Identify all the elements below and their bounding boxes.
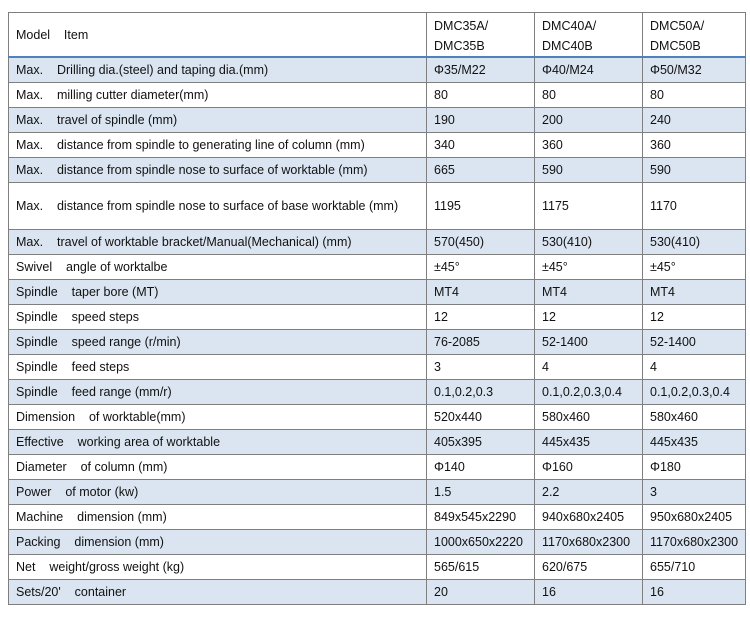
value-cell: 4 [643,355,746,380]
item-label-cell: Sets/20' container [9,580,427,605]
value-cell: 360 [535,133,643,158]
value-cell: Φ50/M32 [643,57,746,83]
value-cell: 1170x680x2300 [643,530,746,555]
table-row [9,455,746,480]
item-label-cell: Spindle speed steps [9,305,427,330]
header-row [9,13,746,58]
value-cell: 190 [427,108,535,133]
value-cell: 52-1400 [643,330,746,355]
value-cell: 665 [427,158,535,183]
value-cell: 849x545x2290 [427,505,535,530]
table-row [9,430,746,455]
value-cell: 530(410) [535,230,643,255]
model-name-line2: DMC50B [650,38,701,53]
value-cell: 52-1400 [535,330,643,355]
value-cell: 0.1,0.2,0.3,0.4 [535,380,643,405]
item-label-cell: Max. Drilling dia.(steel) and taping dia.(mm) [9,57,427,83]
value-cell: 445x435 [535,430,643,455]
value-cell: 405x395 [427,430,535,455]
value-cell: 0.1,0.2,0.3,0.4 [643,380,746,405]
model-name-line2: DMC35B [434,38,485,53]
item-label-cell: Max. distance from spindle nose to surface of base worktable (mm) [9,183,427,230]
table-row [9,480,746,505]
value-cell: 0.1,0.2,0.3 [427,380,535,405]
value-cell: 1000x650x2220 [427,530,535,555]
value-cell: 530(410) [643,230,746,255]
item-label-cell: Max. distance from spindle to generating line of column (mm) [9,133,427,158]
item-label-cell: Diameter of column (mm) [9,455,427,480]
item-label-cell: Machine dimension (mm) [9,505,427,530]
table-row [9,380,746,405]
item-label-cell: Spindle feed steps [9,355,427,380]
table-row [9,108,746,133]
header-model-cell [535,13,643,58]
item-label-cell: Effective working area of worktable [9,430,427,455]
value-cell: MT4 [427,280,535,305]
table-row [9,405,746,430]
value-cell: 360 [643,133,746,158]
value-cell: 445x435 [643,430,746,455]
value-cell: 570(450) [427,230,535,255]
value-cell: 580x460 [643,405,746,430]
value-cell: 950x680x2405 [643,505,746,530]
value-cell: 580x460 [535,405,643,430]
item-label-cell: Packing dimension (mm) [9,530,427,555]
value-cell: 590 [535,158,643,183]
spec-table [8,12,746,605]
value-cell: 4 [535,355,643,380]
value-cell: ±45° [535,255,643,280]
model-name-line1: DMC40A/ [542,18,597,33]
table-row [9,355,746,380]
table-row [9,330,746,355]
value-cell: 655/710 [643,555,746,580]
value-cell: Φ140 [427,455,535,480]
value-cell: MT4 [643,280,746,305]
value-cell: 80 [643,83,746,108]
value-cell: ±45° [427,255,535,280]
value-cell: 200 [535,108,643,133]
value-cell: 940x680x2405 [535,505,643,530]
item-label-cell: Swivel angle of worktalbe [9,255,427,280]
value-cell: Φ40/M24 [535,57,643,83]
value-cell: 12 [427,305,535,330]
item-label-cell: Spindle taper bore (MT) [9,280,427,305]
value-cell: 1195 [427,183,535,230]
item-label-cell: Spindle speed range (r/min) [9,330,427,355]
item-label-cell: Net weight/gross weight (kg) [9,555,427,580]
value-cell: 520x440 [427,405,535,430]
value-cell: ±45° [643,255,746,280]
table-row [9,230,746,255]
table-row [9,530,746,555]
value-cell: 16 [535,580,643,605]
spec-table-body [9,13,746,605]
value-cell: 12 [643,305,746,330]
table-row [9,57,746,83]
model-name-line1: DMC50A/ [650,18,705,33]
item-label-cell: Max. travel of worktable bracket/Manual(Mechanical) (mm) [9,230,427,255]
table-row [9,555,746,580]
model-name-line2: DMC40B [542,38,593,53]
table-row [9,133,746,158]
value-cell: 76-2085 [427,330,535,355]
item-label-cell: Power of motor (kw) [9,480,427,505]
value-cell: 20 [427,580,535,605]
value-cell: MT4 [535,280,643,305]
value-cell: 1170 [643,183,746,230]
table-row [9,580,746,605]
table-row [9,505,746,530]
item-label-cell: Max. travel of spindle (mm) [9,108,427,133]
item-label-cell: Max. milling cutter diameter(mm) [9,83,427,108]
value-cell: 12 [535,305,643,330]
table-row [9,255,746,280]
table-row [9,83,746,108]
item-label-cell: Dimension of worktable(mm) [9,405,427,430]
value-cell: 1.5 [427,480,535,505]
value-cell: 565/615 [427,555,535,580]
header-model-cell [427,13,535,58]
item-label-cell: Max. distance from spindle nose to surface of worktable (mm) [9,158,427,183]
value-cell: 240 [643,108,746,133]
value-cell: 3 [427,355,535,380]
value-cell: 80 [427,83,535,108]
value-cell: 1170x680x2300 [535,530,643,555]
value-cell: 80 [535,83,643,108]
value-cell: 16 [643,580,746,605]
table-row [9,280,746,305]
value-cell: Φ160 [535,455,643,480]
table-row [9,158,746,183]
item-label-cell: Spindle feed range (mm/r) [9,380,427,405]
header-item-cell: Model Item [9,13,427,58]
header-model-cell [643,13,746,58]
model-name-line1: DMC35A/ [434,18,489,33]
table-row [9,305,746,330]
value-cell: 340 [427,133,535,158]
value-cell: 2.2 [535,480,643,505]
value-cell: 620/675 [535,555,643,580]
value-cell: Φ35/M22 [427,57,535,83]
table-row [9,183,746,230]
value-cell: 590 [643,158,746,183]
value-cell: Φ180 [643,455,746,480]
value-cell: 3 [643,480,746,505]
value-cell: 1175 [535,183,643,230]
